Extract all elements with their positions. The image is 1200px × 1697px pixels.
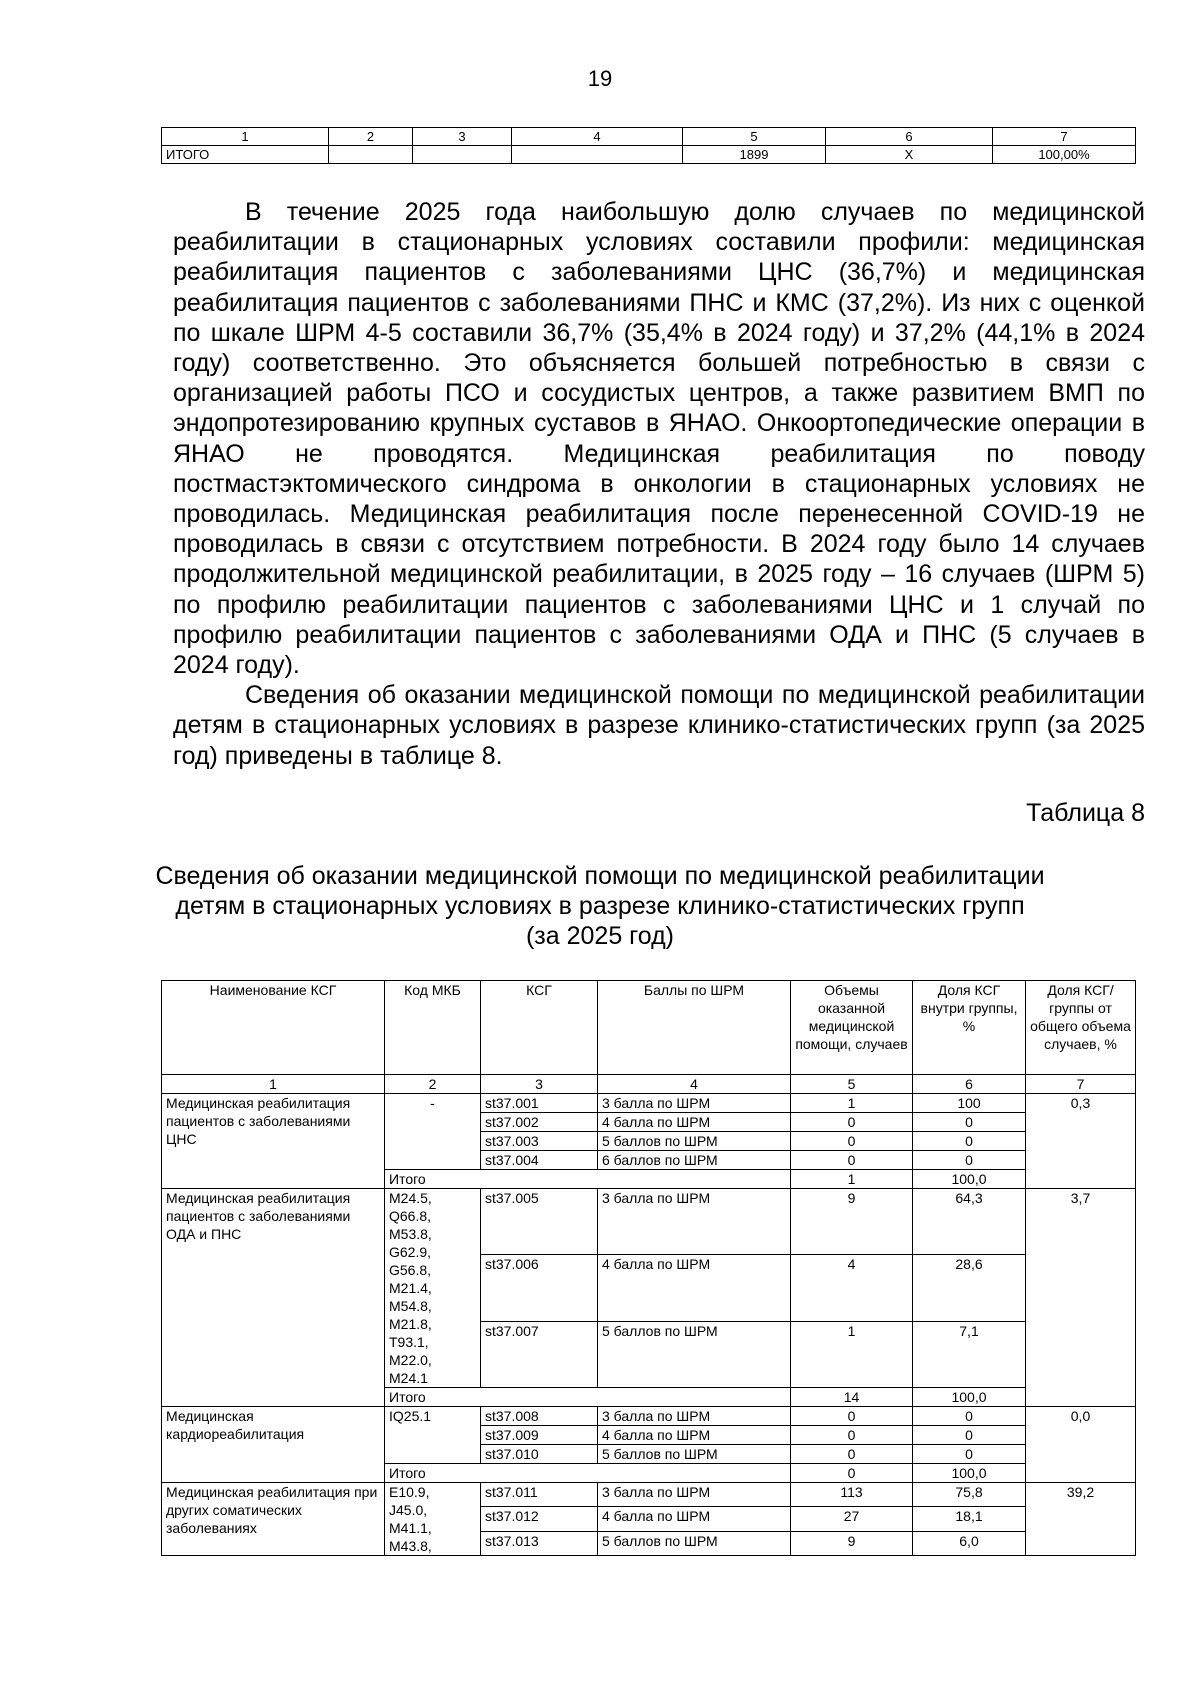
- table-title-line: (за 2025 год): [525, 922, 675, 950]
- ksg-code: st37.010: [481, 1445, 598, 1464]
- summary-cell: [329, 146, 413, 164]
- share-in-group: 7,1: [913, 1321, 1026, 1387]
- ksg-code: st37.005: [481, 1189, 598, 1255]
- table-title: [150, 861, 1050, 951]
- icd-codes: [385, 1094, 481, 1170]
- ksg-code: st37.003: [481, 1132, 598, 1151]
- icd-code: M21.4,: [389, 1280, 432, 1296]
- group-total-volume: 1: [791, 1170, 913, 1189]
- srm-score: 4 балла по ШРМ: [598, 1255, 791, 1321]
- srm-score: 5 баллов по ШРМ: [598, 1321, 791, 1387]
- ksg-code: st37.006: [481, 1255, 598, 1321]
- share-in-group: 0: [913, 1113, 1026, 1132]
- summary-col-3: 3: [413, 128, 512, 146]
- share-in-group: 18,1: [913, 1507, 1026, 1531]
- table-caption: Таблица 8: [1026, 799, 1145, 827]
- summary-col-2: 2: [329, 128, 413, 146]
- case-volume: 0: [791, 1151, 913, 1170]
- srm-score: 5 баллов по ШРМ: [598, 1132, 791, 1151]
- summary-total-label: ИТОГО: [162, 146, 329, 164]
- summary-col-4: 4: [512, 128, 683, 146]
- column-number: 7: [1026, 1075, 1136, 1094]
- ksg-group-name: Медицинская реабилитация пациентов с заболеваниями ЦНС: [162, 1094, 385, 1189]
- icd-code: G56.8,: [389, 1262, 432, 1278]
- ksg-code: st37.013: [481, 1531, 598, 1555]
- icd-code: IQ25.1: [389, 1408, 432, 1424]
- icd-code: M22.0,: [389, 1352, 432, 1368]
- srm-score: 5 баллов по ШРМ: [598, 1445, 791, 1464]
- share-in-group: 64,3: [913, 1189, 1026, 1255]
- share-in-group: 28,6: [913, 1255, 1026, 1321]
- icd-code: M21.8,: [389, 1316, 432, 1332]
- table-header-row: [162, 981, 1136, 1075]
- srm-score: 4 балла по ШРМ: [598, 1507, 791, 1531]
- group-total-share: 100,0: [913, 1170, 1026, 1189]
- summary-col-7: 7: [993, 128, 1136, 146]
- ksg-code: st37.002: [481, 1113, 598, 1132]
- page-number: 19: [587, 66, 613, 91]
- rehab-ksg-table: [161, 980, 1136, 1556]
- case-volume: 113: [791, 1483, 913, 1507]
- paragraph: В течение 2025 года наибольшую долю случаев по медицинской реабилитации в стационарных условиях составили профили: медицинская реабилитация пациентов с заболеваниями ЦНС (36,7%) и медицинская реабилитация пациентов с заболеваниями ПНС и КМС (37,2%). Из них с оценкой по шкале ШРМ 4-5 составили 36,7% (35,4% в 2024 году) и 37,2% (44,1% в 2024 году) соответственно. Это объясняется большей потребностью в связи с организацией работы ПСО и сосудистых центров, а также развитием ВМП по эндопротезированию крупных суставов в ЯНАО. Онкоортопедические операции в ЯНАО не проводятся. Медицинская реабилитация по поводу постмастэктомического синдрома в онкологии в стационарных условиях не проводилась. Медицинская реабилитация после перенесенной COVID-19 не проводилась в связи с отсутствием потребности. В 2024 году было 14 случаев продолжительной медицинской реабилитации, в 2025 году – 16 случаев (ШРМ 5) по профилю реабилитации пациентов с заболеваниями ЦНС и 1 случай по профилю реабилитации пациентов с заболеваниями ОДА и ПНС (5 случаев в 2024 году).: [173, 198, 1145, 680]
- ksg-group-name: Медицинская реабилитация пациентов с заболеваниями ОДА и ПНС: [162, 1189, 385, 1407]
- header-icd-code: Код МКБ: [385, 981, 481, 1075]
- paragraph: Сведения об оказании медицинской помощи по медицинской реабилитации детям в стационарных условиях в разрезе клинико-статистических групп (за 2025 год) приведены в таблице 8.: [173, 681, 1145, 770]
- ksg-code: st37.001: [481, 1094, 598, 1113]
- share-of-total: 0,3: [1026, 1094, 1136, 1189]
- header-share-total: Доля КСГ/группы от общего объема случаев, %: [1026, 981, 1136, 1075]
- srm-score: 4 балла по ШРМ: [598, 1113, 791, 1132]
- table-row: [162, 1189, 1136, 1255]
- header-share-in-group: Доля КСГ внутри группы, %: [913, 981, 1026, 1075]
- summary-total-volume: 1899: [683, 146, 826, 164]
- srm-score: 6 баллов по ШРМ: [598, 1151, 791, 1170]
- ksg-code: st37.007: [481, 1321, 598, 1387]
- share-in-group: 6,0: [913, 1531, 1026, 1555]
- body-text: [173, 197, 1145, 771]
- header-srm-score: Баллы по ШРМ: [598, 981, 791, 1075]
- srm-score: 3 балла по ШРМ: [598, 1094, 791, 1113]
- column-number: 2: [385, 1075, 481, 1094]
- summary-header-row: [162, 128, 1136, 146]
- column-number: 6: [913, 1075, 1026, 1094]
- ksg-code: st37.009: [481, 1426, 598, 1445]
- case-volume: 0: [791, 1407, 913, 1426]
- srm-score: 3 балла по ШРМ: [598, 1483, 791, 1507]
- header-ksg-name: Наименование КСГ: [162, 981, 385, 1075]
- share-in-group: 0: [913, 1445, 1026, 1464]
- table-title-line: детям в стационарных условиях в разрезе клинико-статистических групп: [175, 892, 1025, 920]
- ksg-code: st37.004: [481, 1151, 598, 1170]
- table-row: [162, 1483, 1136, 1507]
- summary-table: [161, 127, 1136, 164]
- summary-total-percent: 100,00%: [993, 146, 1136, 164]
- icd-code: M24.5,: [389, 1190, 432, 1206]
- ksg-code: st37.012: [481, 1507, 598, 1531]
- summary-col-1: 1: [162, 128, 329, 146]
- share-in-group: 0: [913, 1151, 1026, 1170]
- column-number: 4: [598, 1075, 791, 1094]
- case-volume: 1: [791, 1321, 913, 1387]
- group-total-label: Итого: [385, 1170, 791, 1189]
- share-in-group: 0: [913, 1407, 1026, 1426]
- share-in-group: 75,8: [913, 1483, 1026, 1507]
- srm-score: 3 балла по ШРМ: [598, 1189, 791, 1255]
- srm-score: 4 балла по ШРМ: [598, 1426, 791, 1445]
- icd-code: M24.1: [389, 1370, 428, 1386]
- icd-code: E10.9,: [389, 1484, 430, 1500]
- icd-code: M43.8,: [389, 1538, 432, 1554]
- icd-code: J45.0,: [389, 1502, 428, 1518]
- summary-total-row: [162, 146, 1136, 164]
- ksg-group-name: Медицинская кардиореабилитация: [162, 1407, 385, 1483]
- table-title-line: Сведения об оказании медицинской помощи по медицинской реабилитации: [155, 862, 1045, 890]
- header-ksg: КСГ: [481, 981, 598, 1075]
- share-in-group: 0: [913, 1426, 1026, 1445]
- srm-score: 3 балла по ШРМ: [598, 1407, 791, 1426]
- summary-col-6: 6: [826, 128, 993, 146]
- group-total-label: Итого: [385, 1464, 791, 1483]
- ksg-code: st37.011: [481, 1483, 598, 1507]
- group-total-label: Итого: [385, 1388, 791, 1407]
- column-number-row: [162, 1075, 1136, 1094]
- share-in-group: 100: [913, 1094, 1026, 1113]
- icd-code: M54.8,: [389, 1298, 432, 1314]
- summary-cell: [512, 146, 683, 164]
- ksg-group-name: Медицинская реабилитация при других соматических заболеваниях: [162, 1483, 385, 1556]
- column-number: 3: [481, 1075, 598, 1094]
- table-row: [162, 1407, 1136, 1426]
- group-total-share: 100,0: [913, 1464, 1026, 1483]
- column-number: 5: [791, 1075, 913, 1094]
- share-of-total: 3,7: [1026, 1189, 1136, 1407]
- group-total-share: 100,0: [913, 1388, 1026, 1407]
- share-in-group: 0: [913, 1132, 1026, 1151]
- summary-cell: Х: [826, 146, 993, 164]
- table-row: [162, 1094, 1136, 1113]
- icd-code: G62.9,: [389, 1244, 432, 1260]
- case-volume: 0: [791, 1132, 913, 1151]
- column-number: 1: [162, 1075, 385, 1094]
- share-of-total: 39,2: [1026, 1483, 1136, 1556]
- summary-cell: [413, 146, 512, 164]
- case-volume: 1: [791, 1094, 913, 1113]
- icd-code: Q66.8,: [389, 1208, 432, 1224]
- share-of-total: 0,0: [1026, 1407, 1136, 1483]
- group-total-volume: 14: [791, 1388, 913, 1407]
- icd-codes: [385, 1483, 481, 1556]
- icd-code: T93.1,: [389, 1334, 429, 1350]
- ksg-code: st37.008: [481, 1407, 598, 1426]
- icd-codes: [385, 1189, 481, 1388]
- case-volume: 27: [791, 1507, 913, 1531]
- case-volume: 4: [791, 1255, 913, 1321]
- srm-score: 5 баллов по ШРМ: [598, 1531, 791, 1555]
- case-volume: 9: [791, 1531, 913, 1555]
- icd-code: M41.1,: [389, 1520, 432, 1536]
- case-volume: 0: [791, 1426, 913, 1445]
- icd-code: -: [430, 1095, 435, 1111]
- group-total-volume: 0: [791, 1464, 913, 1483]
- icd-codes: [385, 1407, 481, 1464]
- case-volume: 9: [791, 1189, 913, 1255]
- summary-col-5: 5: [683, 128, 826, 146]
- icd-code: M53.8,: [389, 1226, 432, 1242]
- case-volume: 0: [791, 1113, 913, 1132]
- header-volume: Объемы оказанной медицинской помощи, случаев: [791, 981, 913, 1075]
- case-volume: 0: [791, 1445, 913, 1464]
